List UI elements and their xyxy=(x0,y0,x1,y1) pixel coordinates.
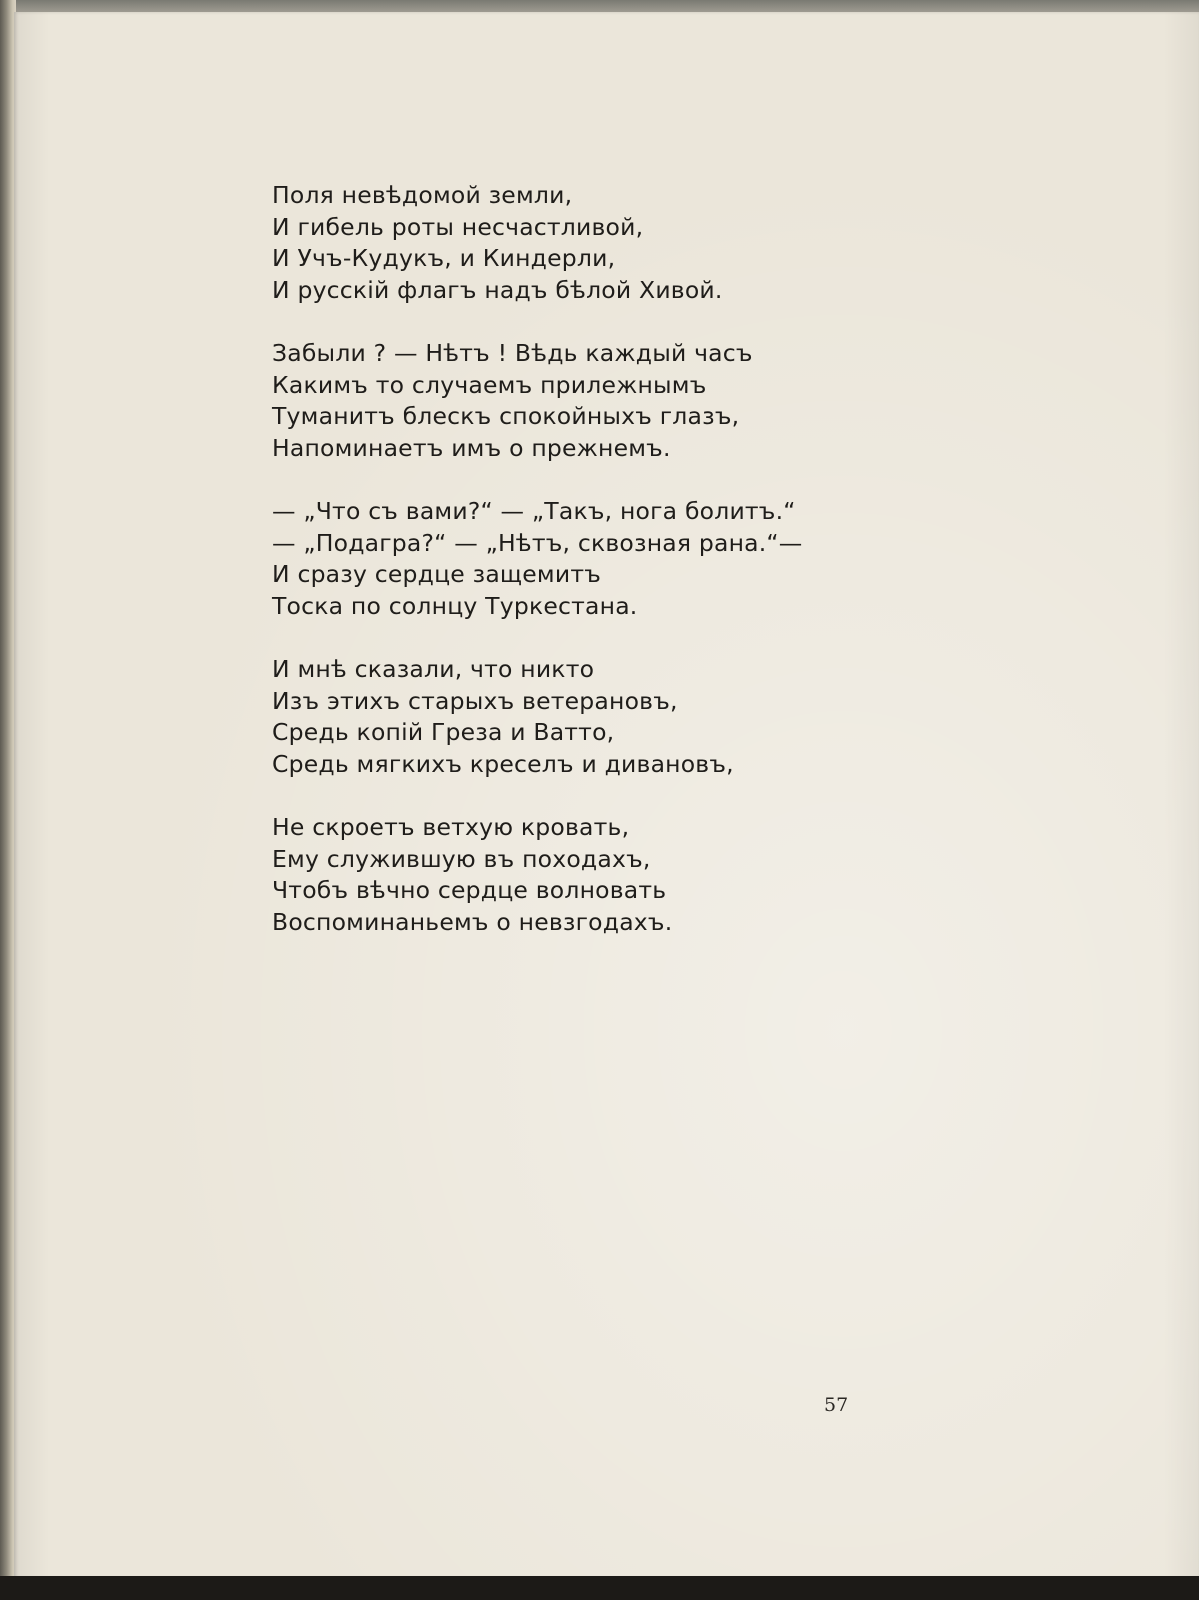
poem-line: Туманитъ блескъ спокойныхъ глазъ, xyxy=(272,402,740,430)
poem-line: Напоминаетъ имъ о прежнемъ. xyxy=(272,433,671,462)
poem-line: Забыли ? — Нѣтъ ! Вѣдь каждый часъ xyxy=(272,339,753,367)
stanza-5 xyxy=(272,812,912,938)
poem-line: — „Что съ вами?“ — „Такъ, нога болитъ.“ xyxy=(272,497,796,525)
stanza-1 xyxy=(272,180,912,306)
poem-line: Средь мягкихъ креселъ и дивановъ, xyxy=(272,749,734,778)
poem-line: — „Подагра?“ — „Нѣтъ, сквозная рана.“— xyxy=(272,528,803,557)
poem-line: И сразу сердце защемитъ xyxy=(272,560,602,588)
stanza-4 xyxy=(272,654,912,780)
poem-line: И гибель роты несчастливой, xyxy=(272,212,644,241)
stanza-2 xyxy=(272,338,912,464)
poem-line: И мнѣ сказали, что никто xyxy=(272,655,595,683)
poem-line: Какимъ то случаемъ прилежнымъ xyxy=(272,370,707,399)
stanza-3 xyxy=(272,496,912,622)
poem-line: Поля невѣдомой земли, xyxy=(272,181,573,209)
poem-line: Тоска по солнцу Туркестана. xyxy=(272,591,638,620)
poem-text xyxy=(272,180,912,970)
poem-line: Изъ этихъ старыхъ ветерановъ, xyxy=(272,686,678,715)
scan-bottom-edge xyxy=(0,1576,1199,1600)
poem-line: Чтобъ вѣчно сердце волновать xyxy=(272,876,667,904)
poem-line: И Учъ-Кудукъ, и Киндерли, xyxy=(272,244,616,272)
poem-line: Не скроетъ ветхую кровать, xyxy=(272,813,630,841)
book-page xyxy=(14,12,1199,1578)
page-number: 57 xyxy=(824,1394,849,1416)
poem-line: И русскій флагъ надъ бѣлой Хивой. xyxy=(272,275,723,304)
poem-line: Средь копій Греза и Ватто, xyxy=(272,718,615,746)
poem-line: Ему служившую въ походахъ, xyxy=(272,844,651,873)
poem-line: Воспоминаньемъ о невзгодахъ. xyxy=(272,907,673,936)
